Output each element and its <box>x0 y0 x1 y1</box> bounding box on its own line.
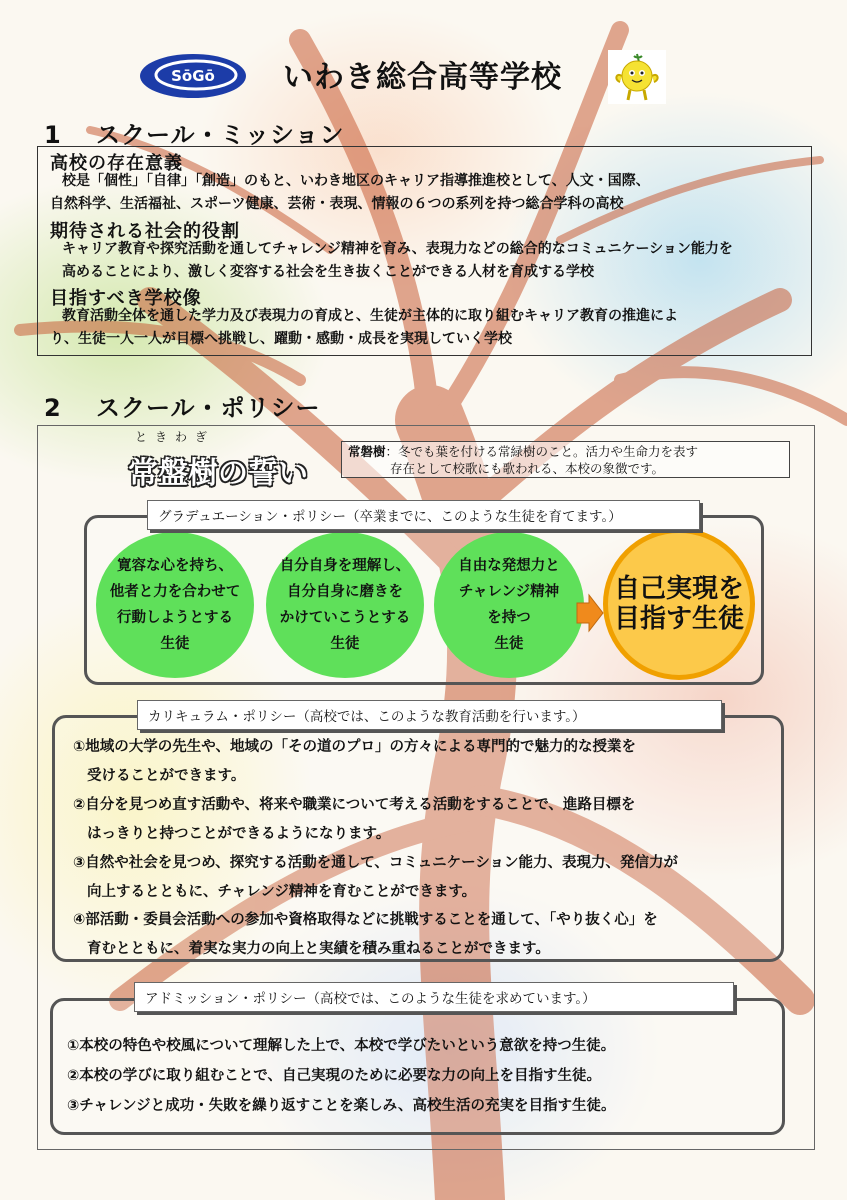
tokiwa-note <box>341 441 790 478</box>
note-line-2: 存在として校歌にも歌われる、本校の象徴です。 <box>390 461 665 476</box>
admission-policy-label: アドミッション・ポリシー（高校では、このような生徒を求めています。） <box>134 982 734 1012</box>
mission-number: 1 <box>44 121 62 149</box>
note-line-1: ：冬でも葉を付ける常緑樹のこと。活力や生命力を表す <box>385 444 699 459</box>
admission-item: ①本校の特色や校風について理解した上で、本校で学びたいという意欲を持つ生徒。 <box>67 1038 616 1054</box>
mission-text-line: 高めることにより、激しく変容する社会を生き抜くことができる人材を育成する学校 <box>62 264 594 280</box>
curriculum-item-line: 向上するとともに、チャレンジ精神を育むことができます。 <box>87 884 477 900</box>
tokiwa-title: 常盤樹の誓い <box>128 456 308 491</box>
tokiwa-ruby: ときわぎ <box>135 430 216 444</box>
mission-heading-vision: 目指すべき学校像 <box>50 288 202 309</box>
circle-text: 寛容な心を持ち、 他者と力を合わせて 行動しようとする 生徒 <box>109 558 241 652</box>
curriculum-item-line: 受けることができます。 <box>87 768 246 784</box>
mission-text-line: 自然科学、生活福祉、スポーツ健康、芸術・表現、情報の６つの系列を持つ総合学科の高校 <box>50 196 624 212</box>
mission-heading <box>44 115 345 150</box>
mission-text-role <box>50 238 805 284</box>
curriculum-policy-label: カリキュラム・ポリシー（高校では、このような教育活動を行います。） <box>137 700 722 730</box>
mission-text-significance <box>50 170 805 216</box>
mission-heading-significance: 高校の存在意義 <box>50 153 183 174</box>
circle-text: 自分自身を理解し、 自分自身に磨きを かけていこうとする 生徒 <box>279 558 411 652</box>
mascot-icon <box>608 50 666 104</box>
arrow-right-icon <box>575 593 605 633</box>
policy-heading <box>44 388 321 423</box>
circle-text: 自由な発想力と チャレンジ精神 を持つ 生徒 <box>458 558 560 652</box>
curriculum-item <box>73 906 793 964</box>
curriculum-item-line: はっきりと持つことができるようになります。 <box>87 826 391 842</box>
curriculum-item <box>73 849 793 907</box>
mission-text-line: キャリア教育や探究活動を通してチャレンジ精神を育み、表現力などの総合的なコミュニケーション能力を <box>62 241 733 257</box>
curriculum-item-line: ④部活動・委員会活動への参加や資格取得などに挑戦することを通して、「やり抜く心」を <box>73 912 658 928</box>
mission-box <box>37 146 812 356</box>
graduation-policy-label: グラデュエーション・ポリシー（卒業までに、このような生徒を育てます。） <box>147 500 700 530</box>
curriculum-item-line: 育むとともに、着実な実力の向上と実績を積み重ねることができます。 <box>87 941 550 957</box>
mission-text-vision <box>50 305 805 351</box>
curriculum-item-line: ②自分を見つめ直す活動や、将来や職業について考える活動をすることで、進路目標を <box>73 797 636 813</box>
admission-item: ②本校の学びに取り組むことで、自己実現のために必要な力の向上を目指す生徒。 <box>67 1068 601 1084</box>
curriculum-policy-box <box>52 715 784 962</box>
admission-item: ③チャレンジと成功・失敗を繰り返すことを楽しみ、高校生活の充実を目指す生徒。 <box>67 1098 616 1114</box>
mission-heading-role: 期待される社会的役割 <box>50 221 240 242</box>
curriculum-item <box>73 791 793 849</box>
mission-text-line: り、生徒一人一人が目標へ挑戦し、躍動・感動・成長を実現していく学校 <box>50 331 512 347</box>
school-name: いわき総合高等学校 <box>283 60 562 95</box>
note-term: 常磐樹 <box>348 444 386 459</box>
mission-text-line: 校是「個性」「自律」「創造」のもと、いわき地区のキャリア指導推進校として、人文・国際、 <box>62 173 650 189</box>
goal-circle-self-realization <box>603 528 755 680</box>
admission-policy-box <box>50 998 785 1135</box>
goal-text: 自己実現を 目指す生徒 <box>613 574 744 634</box>
curriculum-item-line: ③自然や社会を見つめ、探究する活動を通して、コミュニケーション能力、表現力、発信力が <box>73 855 679 871</box>
graduation-circle-tolerance <box>96 532 254 678</box>
graduation-circle-free-thinking <box>434 532 584 678</box>
school-logo <box>138 52 248 100</box>
policy-title: スクール・ポリシー <box>96 394 321 422</box>
graduation-circle-self-understanding <box>266 532 424 678</box>
mission-text-line: 教育活動全体を通した学力及び表現力の育成と、生徒が主体的に取り組むキャリア教育の推進によ <box>62 308 678 324</box>
curriculum-item <box>73 733 793 791</box>
curriculum-item-line: ①地域の大学の先生や、地域の「その道のプロ」の方々による専門的で魅力的な授業を <box>73 739 636 755</box>
logo-text: SōGō <box>171 67 215 85</box>
mission-title: スクール・ミッション <box>96 121 345 149</box>
policy-number: 2 <box>44 394 62 422</box>
